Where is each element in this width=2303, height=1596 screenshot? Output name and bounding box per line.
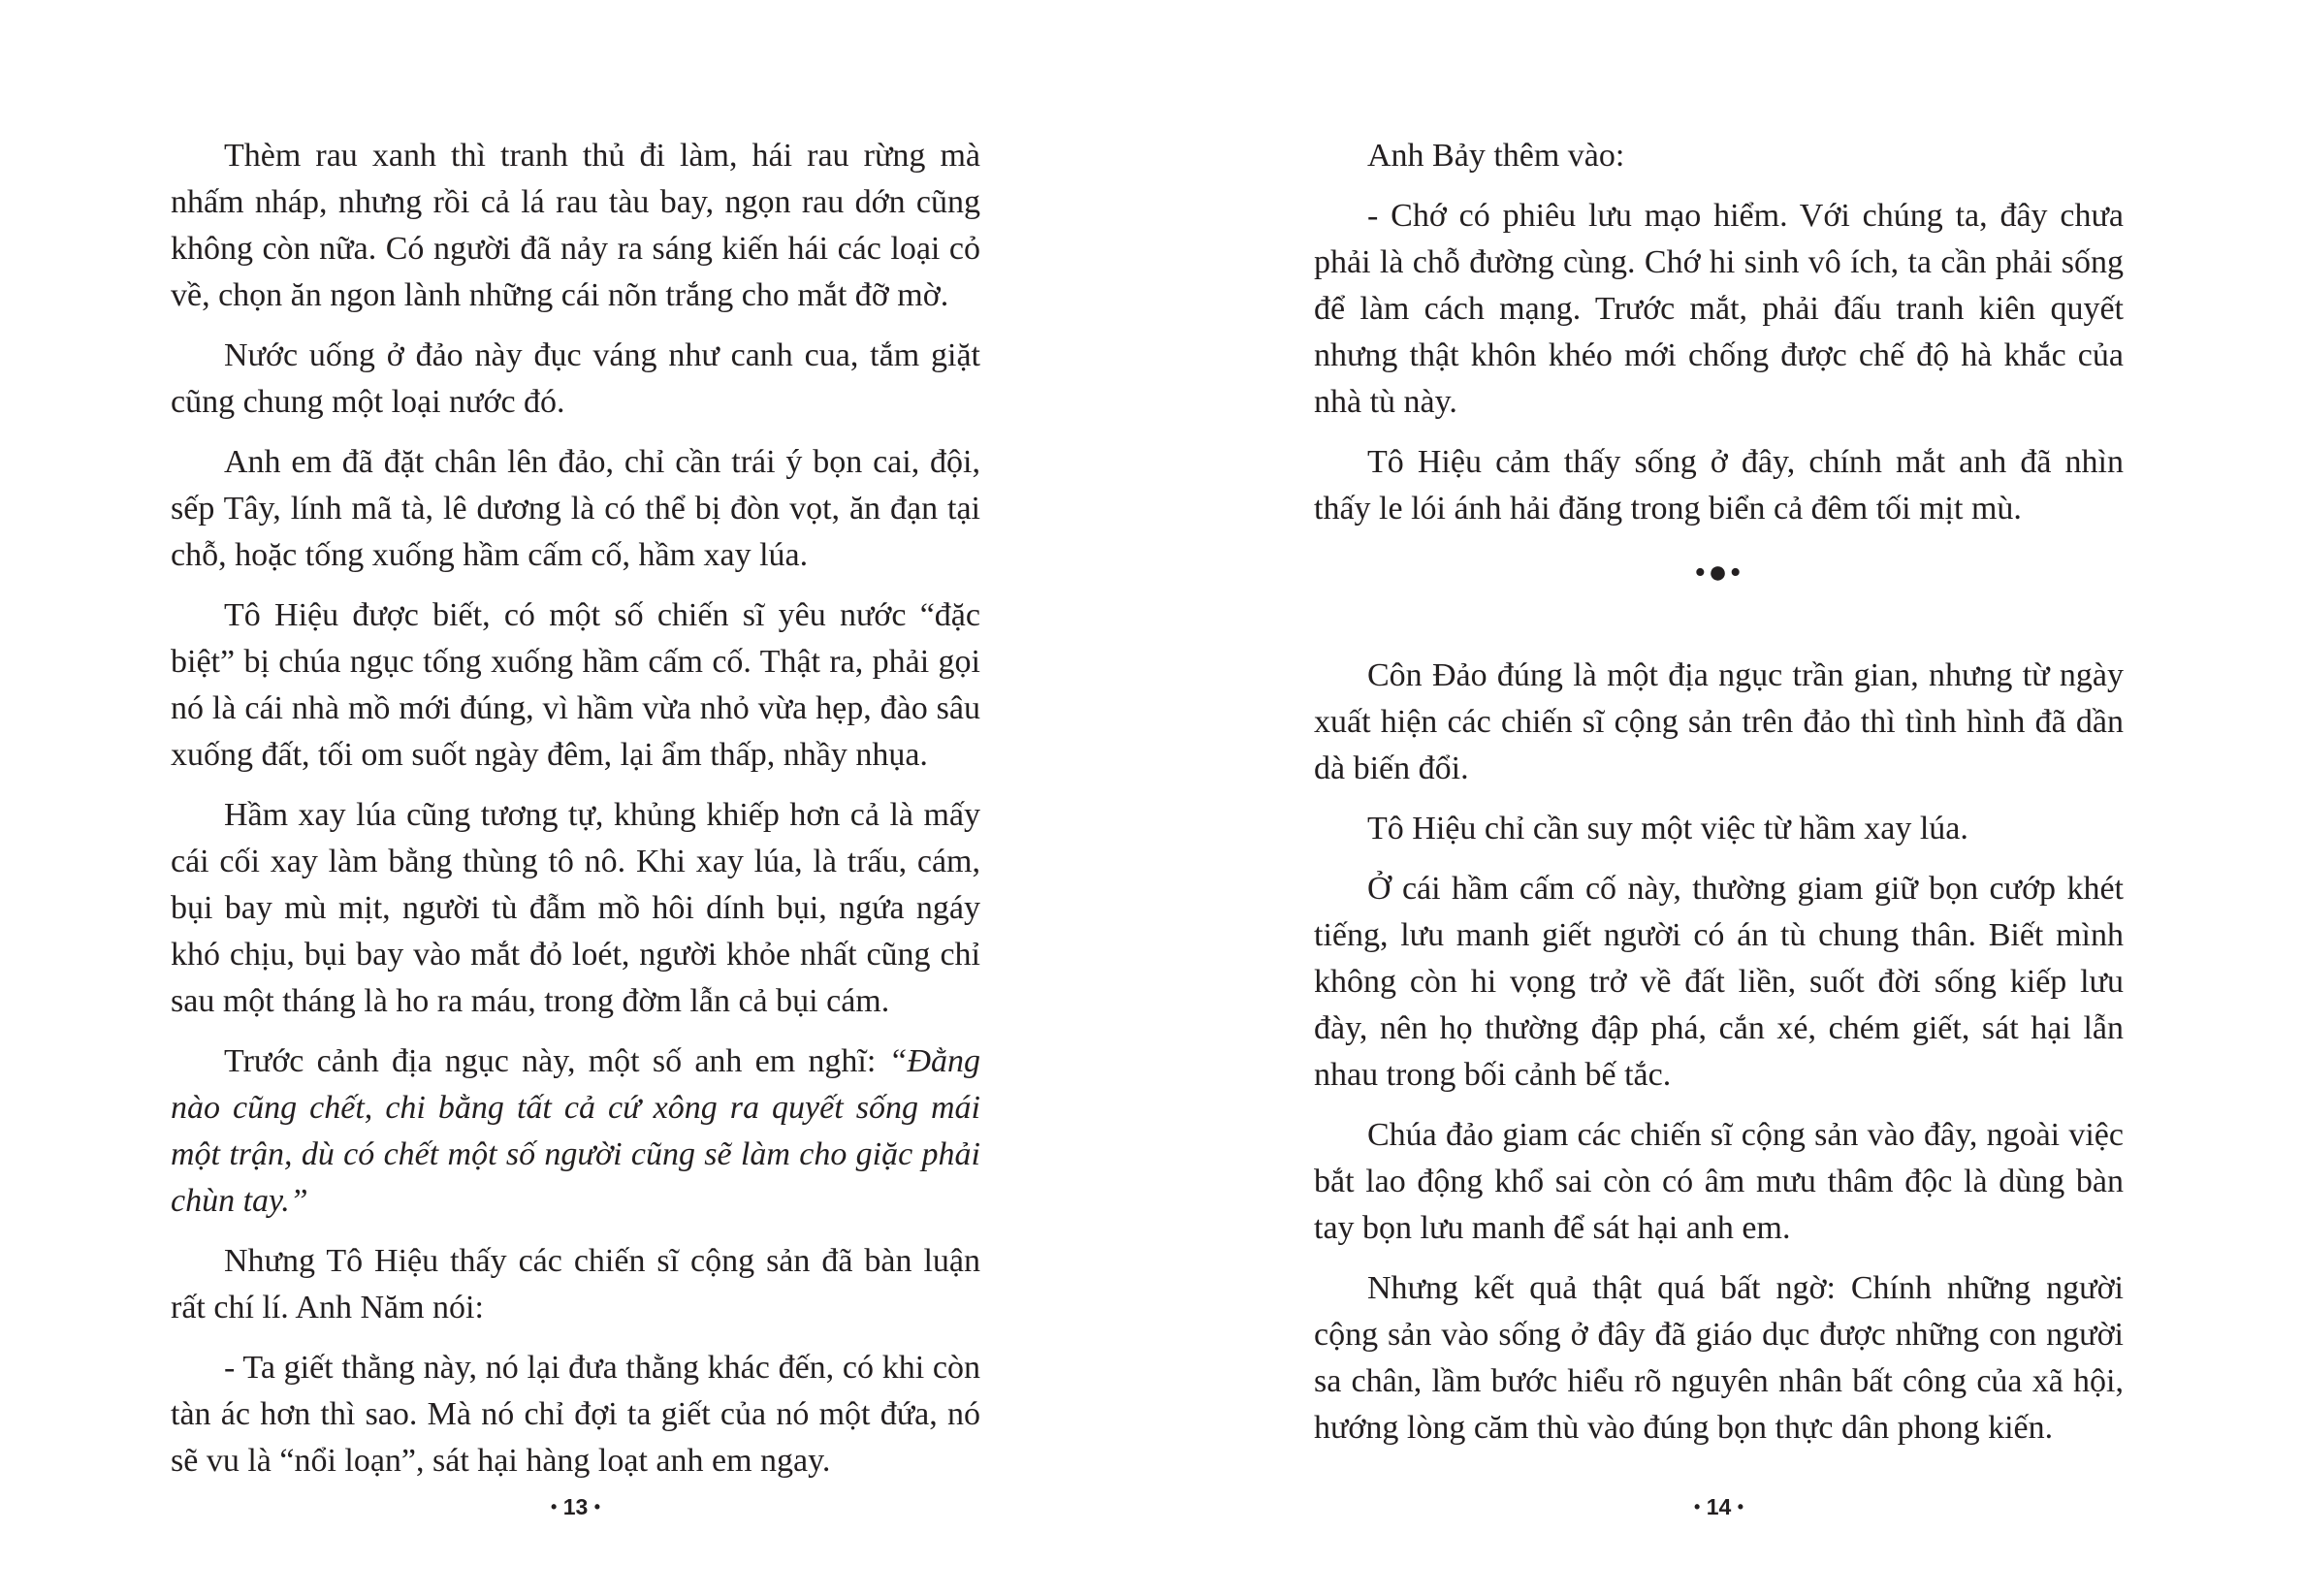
section-divider-ornament: •●• xyxy=(1694,555,1743,591)
page-number-value: 14 xyxy=(1706,1494,1732,1519)
paragraph: Anh em đã đặt chân lên đảo, chỉ cần trái ý bọn cai, đội, sếp Tây, lính mã tà, lê dương là có thể bị đòn vọt, ăn đạn tại chỗ, hoặc tống xuống hầm cấm cố, hầm xay lúa. xyxy=(171,444,980,573)
left-page-text xyxy=(171,133,980,1498)
paragraph: Nhưng Tô Hiệu thấy các chiến sĩ cộng sản đã bàn luận rất chí lí. Anh Năm nói: xyxy=(171,1243,980,1325)
paragraph: Tô Hiệu cảm thấy sống ở đây, chính mắt anh đã nhìn thấy le lói ánh hải đăng trong biển cả đêm tối mịt mù. xyxy=(1314,444,2124,527)
paragraph xyxy=(171,1038,980,1225)
paragraph: Ở cái hầm cấm cố này, thường giam giữ bọn cướp khét tiếng, lưu manh giết người có án tù chung thân. Biết mình không còn hi vọng trở về đất liền, suốt đời sống kiếp lưu đày, nên họ thường đập phá, cắn xé, chém giết, sát hại lẫn nhau trong bối cảnh bế tắc. xyxy=(1314,871,2124,1093)
paragraph: Tô Hiệu chỉ cần suy một việc từ hầm xay lúa. xyxy=(1367,811,1968,846)
page-number: • 13 • xyxy=(551,1494,600,1519)
italic-quote: “Đằng nào cũng chết, chi bằng tất cả cứ xông ra quyết sống mái một trận, dù có chết một số người cũng sẽ làm cho giặc phải chùn tay.” xyxy=(171,1043,980,1219)
paragraph: - Chớ có phiêu lưu mạo hiểm. Với chúng ta, đây chưa phải là chỗ đường cùng. Chớ hi sinh vô ích, ta cần phải sống để làm cách mạng. Trước mắt, phải đấu tranh kiên quyết nhưng thật khôn khéo mới chống được chế độ hà khắc của nhà tù này. xyxy=(1314,198,2124,420)
paragraph: - Ta giết thằng này, nó lại đưa thằng khác đến, có khi còn tàn ác hơn thì sao. Mà nó chỉ đợi ta giết của nó một đứa, nó sẽ vu là “nổi loạn”, sát hại hàng loạt anh em ngay. xyxy=(171,1350,980,1479)
paragraph: Hầm xay lúa cũng tương tự, khủng khiếp hơn cả là mấy cái cối xay làm bằng thùng tô nô. Khi xay lúa, là trấu, cám, bụi bay mù mịt, người tù đẫm mồ hôi dính bụi, ngứa ngáy khó chịu, bụi bay vào mắt đỏ loét, người khỏe nhất cũng chỉ sau một tháng là ho ra máu, trong đờm lẫn cả bụi cám. xyxy=(171,797,980,1019)
paragraph: Chúa đảo giam các chiến sĩ cộng sản vào đây, ngoài việc bắt lao động khổ sai còn có âm mưu thâm độc là dùng bàn tay bọn lưu manh để sát hại anh em. xyxy=(1314,1117,2124,1246)
page-number: • 14 • xyxy=(1694,1494,1743,1519)
paragraph: Thèm rau xanh thì tranh thủ đi làm, hái rau rừng mà nhấm nháp, nhưng rồi cả lá rau tàu bay, ngọn rau dớn cũng không còn nữa. Có người đã nảy ra sáng kiến hái các loại cỏ về, chọn ăn ngon lành những cái nõn trắng cho mắt đỡ mờ. xyxy=(171,138,980,313)
paragraph: Côn Đảo đúng là một địa ngục trần gian, nhưng từ ngày xuất hiện các chiến sĩ cộng sản trên đảo thì tình hình đã dần dà biến đổi. xyxy=(1314,657,2124,786)
paragraph: Nhưng kết quả thật quá bất ngờ: Chính những người cộng sản vào sống ở đây đã giáo dục được những con người sa chân, lầm bước hiểu rõ nguyên nhân bất công của xã hội, hướng lòng căm thù vào đúng bọn thực dân phong kiến. xyxy=(1314,1270,2124,1446)
right-page-text xyxy=(1314,133,2124,1465)
left-page xyxy=(0,0,1151,1596)
paragraph-lead: Trước cảnh địa ngục này, một số anh em nghĩ: xyxy=(224,1043,889,1079)
paragraph: Tô Hiệu được biết, có một số chiến sĩ yêu nước “đặc biệt” bị chúa ngục tống xuống hầm cấm cố. Thật ra, phải gọi nó là cái nhà mồ mới đúng, vì hầm vừa nhỏ vừa hẹp, đào sâu xuống đất, tối om suốt ngày đêm, lại ẩm thấp, nhầy nhụa. xyxy=(171,597,980,773)
right-page xyxy=(1151,0,2303,1596)
paragraph: Nước uống ở đảo này đục váng như canh cua, tắm giặt cũng chung một loại nước đó. xyxy=(171,337,980,420)
page-number-value: 13 xyxy=(562,1494,589,1519)
paragraph: Anh Bảy thêm vào: xyxy=(1367,138,1625,174)
